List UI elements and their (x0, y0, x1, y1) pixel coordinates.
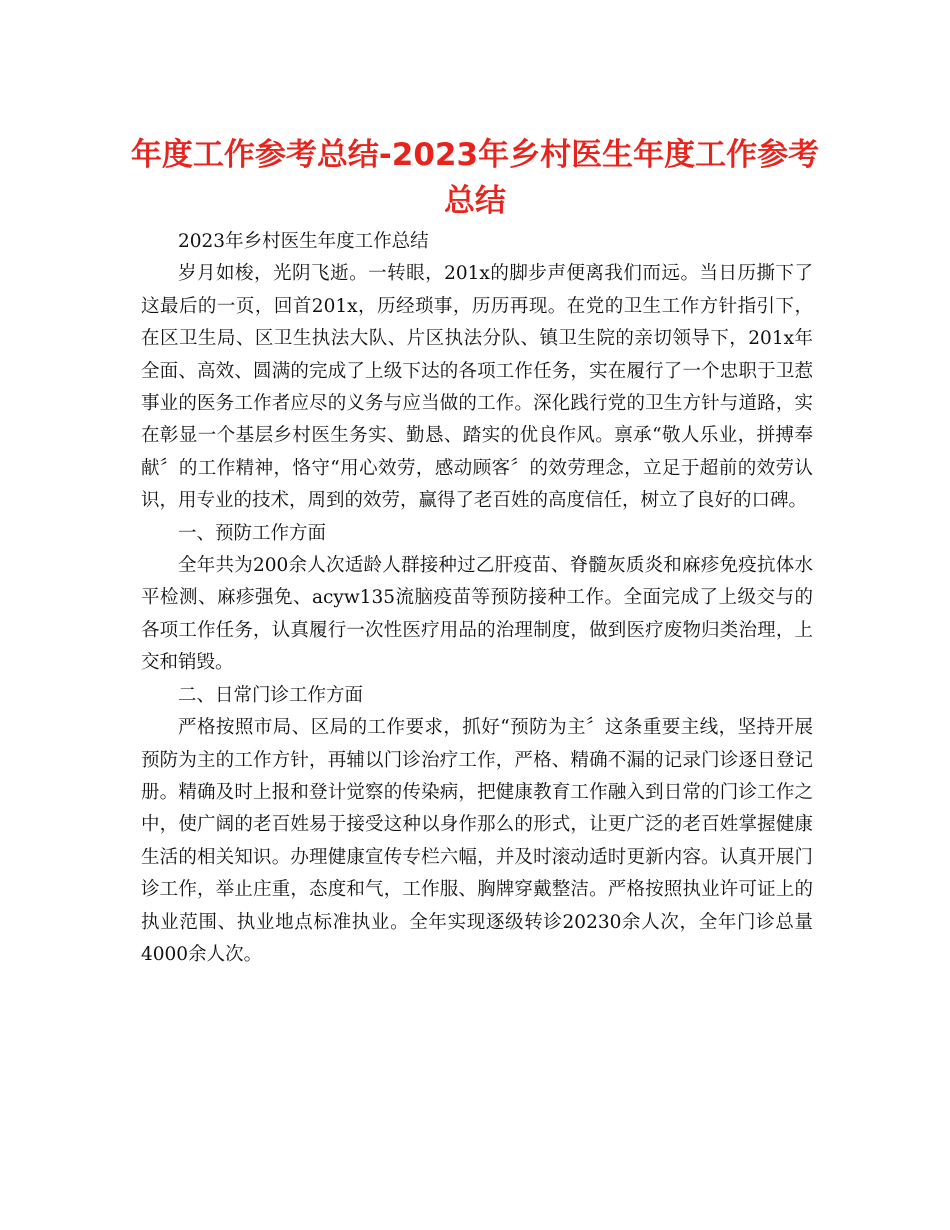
section-heading-prevention: 一、预防工作方面 (178, 522, 327, 544)
section-heading-outpatient: 二、日常门诊工作方面 (178, 684, 364, 706)
document-title: 年度工作参考总结-2023年乡村医生年度工作参考总结 (130, 137, 820, 219)
document-body (141, 226, 813, 971)
intro-paragraph: 岁月如梭，光阴飞逝。一转眼，201x的脚步声便离我们而远。当日历撕下了这最后的一页，回首201x，历经琐事，历历再现。在党的卫生工作方针指引下，在区卫生局、区卫生执法大队、片区执法分队、镇卫生院的亲切领导下，201x年全面、高效、圆满的完成了上级下达的各项工作任务，实在履行了一个忠职于卫惹事业的医务工作者应尽的义务与应当做的工作。深化践行党的卫生方针与道路，实在彰显一个基层乡村医生务实、勤恳、踏实的优良作风。禀承“敬人乐业，拼搏奉献〞的工作精神，恪守“用心效劳，感动顾客〞的效劳理念，立足于超前的效劳认识，用专业的技术，周到的效劳，赢得了老百姓的高度信任，树立了良好的口碑。 (141, 263, 813, 512)
prevention-paragraph: 全年共为200余人次适龄人群接种过乙肝疫苗、脊髓灰质炎和麻疹免疫抗体水平检测、麻疹强免、acyw135流脑疫苗等预防接种工作。全面完成了上级交与的各项工作任务，认真履行一次性医疗用品的治理制度，做到医疗废物归类治理，上交和销毁。 (141, 555, 813, 674)
subtitle-paragraph: 2023年乡村医生年度工作总结 (178, 231, 429, 252)
outpatient-paragraph: 严格按照市局、区局的工作要求，抓好“预防为主〞这条重要主线，坚持开展预防为主的工作方针，再辅以门诊治疗工作，严格、精确不漏的记录门诊逐日登记册。精确及时上报和登计觉察的传染病，把健康教育工作融入到日常的门诊工作之中，使广阔的老百姓易于接受这种以身作那么的形式，让更广泛的老百姓掌握健康生活的相关知识。办理健康宣传专栏六幅，并及时滚动适时更新内容。认真开展门诊工作，举止庄重，态度和气，工作服、胸牌穿戴整洁。严格按照执业许可证上的执业范围、执业地点标准执业。全年实现逐级转诊20230余人次，全年门诊总量4000余人次。 (141, 717, 813, 965)
